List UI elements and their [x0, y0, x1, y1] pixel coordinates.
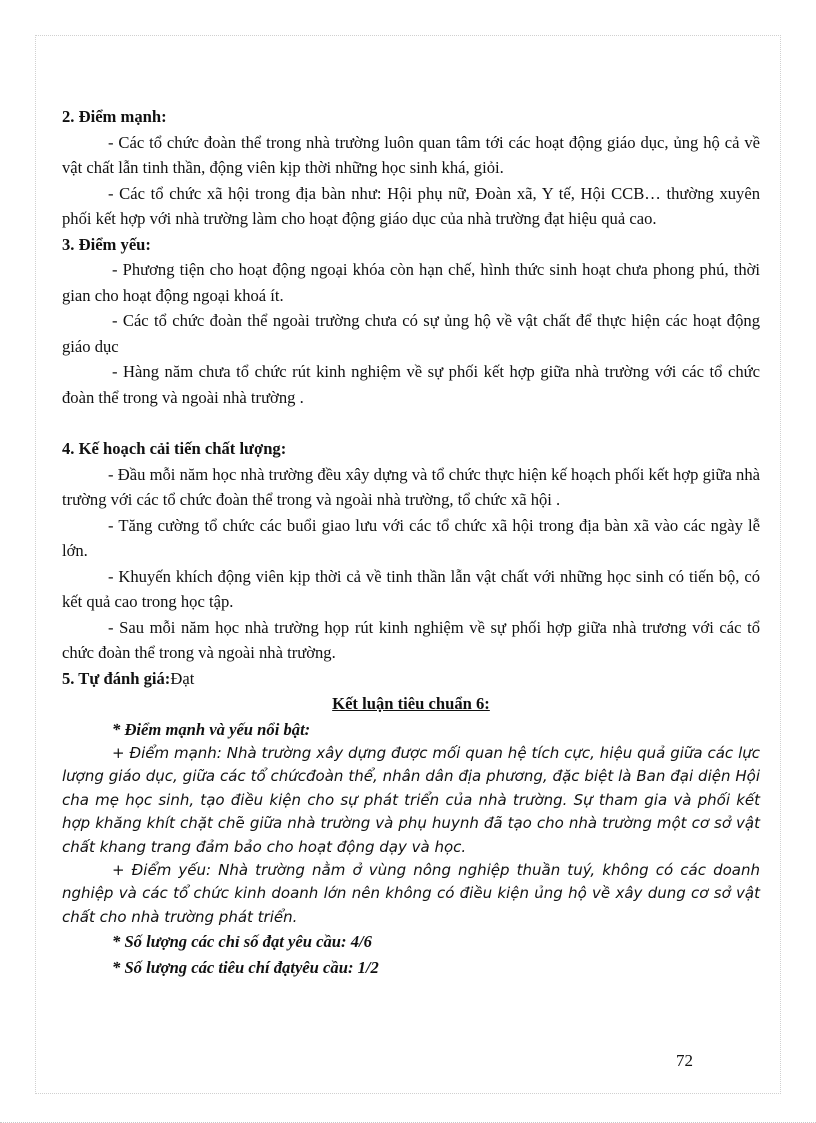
section2-heading: 2. Điểm mạnh:	[62, 107, 167, 126]
criteria-count: * Số lượng các tiêu chí đạtyêu cầu: 1/2	[112, 957, 379, 977]
plan-item-2: - Tăng cường tổ chức các buổi giao lưu với các tổ chức xã hội trong địa bàn xã vào các ngày lễ lớn.	[62, 515, 760, 560]
plan-item-1: - Đầu mỗi năm học nhà trường đều xây dựng và tổ chức thực hiện kế hoạch phối kết hợp giữa nhà trường với các tổ chức đoàn thể trong và ngoài nhà trường, tổ chức xã hội .	[62, 464, 760, 509]
page-content	[62, 104, 760, 980]
page-number: 72	[676, 1051, 693, 1070]
conclusion-weakness: + Điểm yếu: Nhà trường nằm ở vùng nông nghiệp thuần tuý, không có các doanh nghiệp và các tổ chức kinh doanh lớn nên không có điều kiện ủng hộ về xây dung cơ sở vật chất cho nhà trường phát triển.	[62, 861, 760, 926]
section5-line	[62, 666, 760, 692]
weakness-item-3: - Hàng năm chưa tổ chức rút kinh nghiệm về sự phối kết hợp giữa nhà trường với các tổ chức đoàn thể trong và ngoài nhà trường .	[62, 362, 760, 407]
section5-heading: 5. Tự đánh giá:	[62, 668, 171, 688]
plan-item-3: - Khuyến khích động viên kịp thời cả về tinh thần lẫn vật chất với những học sinh có tiến bộ, có kết quả cao trong học tập.	[62, 566, 760, 611]
conclusion-strength: + Điểm mạnh: Nhà trường xây dựng được mối quan hệ tích cực, hiệu quả giữa các lực lượng giáo dục, giữa các tổ chứcđoàn thể, nhân dân địa phương, đặc biệt là Ban đại diện Hội cha mẹ học sinh, tạo điều kiện cho sự phát triển của nhà trường. Sự tham gia và phối kết hợp khăng khít chặt chẽ giữa nhà trường và phụ huynh đã tạo cho nhà trường một cơ sở vật chất khang trang đảm bảo cho hoạt động dạy và học.	[62, 744, 760, 856]
spacer	[62, 410, 760, 436]
conclusion-title: Kết luận tiêu chuẩn 6:	[332, 694, 490, 713]
plan-item-4: - Sau mỗi năm học nhà trường họp rút kinh nghiệm về sự phối hợp giữa nhà trương với các tổ chức đoàn thể trong và ngoài nhà trường.	[62, 617, 760, 662]
strength-item-2: - Các tổ chức xã hội trong địa bàn như: Hội phụ nữ, Đoàn xã, Y tế, Hội CCB… thường xuyên phối kết hợp với nhà trường làm cho hoạt động giáo dục của nhà trường đạt hiệu quả cao.	[62, 183, 760, 228]
section3-heading: 3. Điểm yếu:	[62, 234, 151, 254]
weakness-item-1: - Phương tiện cho hoạt động ngoại khóa còn hạn chế, hình thức sinh hoạt chưa phong phú, thời gian cho hoạt động ngoại khoá ít.	[62, 260, 760, 305]
section5-value: Đạt	[170, 668, 195, 688]
conclusion-subheading: * Điểm mạnh và yếu nổi bật:	[112, 719, 311, 739]
weakness-item-2: - Các tổ chức đoàn thể ngoài trường chưa có sự ủng hộ về vật chất để thực hiện các hoạt động giáo dục	[62, 311, 760, 356]
section4-heading: 4. Kế hoạch cải tiến chất lượng:	[62, 439, 287, 458]
strength-item-1: - Các tổ chức đoàn thể trong nhà trường luôn quan tâm tới các hoạt động giáo dục, ủng hộ cả về vật chất lẫn tinh thần, động viên kịp thời những học sinh khá, giỏi.	[62, 132, 760, 177]
indicators-count: * Số lượng các chỉ số đạt yêu cầu: 4/6	[112, 932, 372, 952]
